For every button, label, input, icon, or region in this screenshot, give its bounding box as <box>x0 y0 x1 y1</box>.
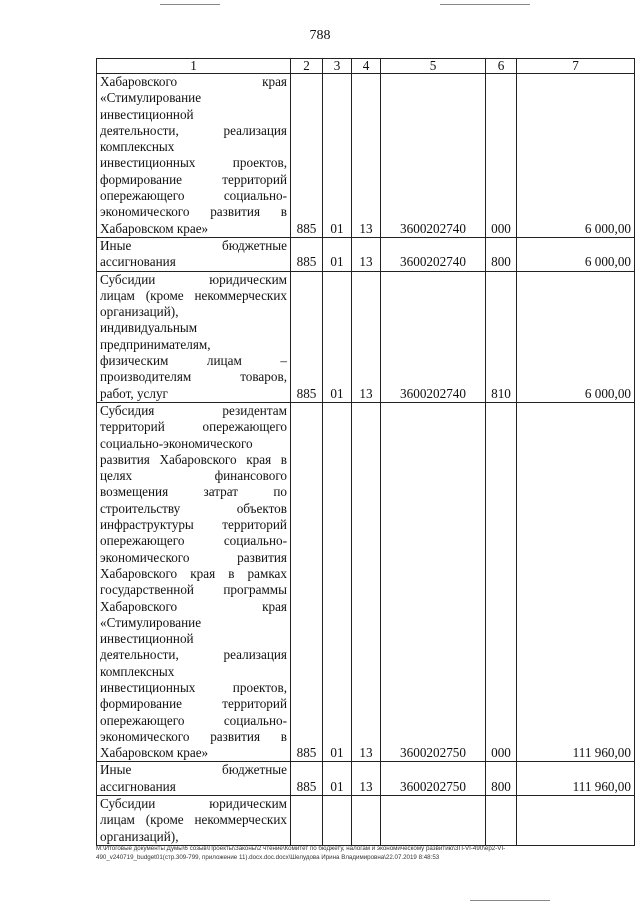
item-name-line: инфраструктуры территорий <box>100 517 287 533</box>
footer-line: M:\Итоговые документы Думы\6 созыв\Проекты\Законы\2 чтение\Комитет по бюджету, налогам и экономическому развитию\3П-VI-490\ер2-VI- <box>96 845 506 852</box>
item-name-line: ассигнования <box>100 778 176 794</box>
subsection-code <box>352 796 381 846</box>
scan-mark <box>440 4 530 5</box>
item-name-line: Субсидии юридическим <box>100 271 287 287</box>
ministry-code: 885 <box>291 74 323 238</box>
expense-type-code: 800 <box>486 762 517 796</box>
item-name-line: Хабаровского края <box>100 598 287 614</box>
document-path-footer <box>96 845 614 862</box>
item-name-line: деятельности, реализация <box>100 122 287 138</box>
amount: 111 960,00 <box>517 402 635 762</box>
item-name-line: целях финансового <box>100 468 287 484</box>
item-name-line: комплексных <box>100 663 175 679</box>
table-row <box>97 74 635 238</box>
item-name-line: инвестиционных проектов, <box>100 155 287 171</box>
target-code: 3600202740 <box>381 271 486 402</box>
item-name-line: экономического развития <box>100 549 287 565</box>
expense-type-code <box>486 796 517 846</box>
item-name-line: организаций), <box>100 828 179 844</box>
amount <box>517 796 635 846</box>
item-name-line: «Стимулирование <box>100 90 202 106</box>
footer-line: 490_v240719_budget01(стр.309-799, приложение 11).docx.doc.docx\Шелудова Ирина Владимировна\22.07.2019 8:48:53 <box>96 853 440 861</box>
scan-mark <box>160 4 220 5</box>
item-name <box>97 237 291 271</box>
item-name <box>97 402 291 762</box>
item-name-line: Субсидия резидентам <box>100 402 287 418</box>
column-header: 7 <box>517 59 635 74</box>
target-code <box>381 796 486 846</box>
item-name-line: формирование территорий <box>100 696 287 712</box>
item-name-line: работ, услуг <box>100 385 168 401</box>
table-row <box>97 402 635 762</box>
item-name-line: инвестиционной <box>100 106 194 122</box>
item-name <box>97 271 291 402</box>
section-code: 01 <box>323 74 352 238</box>
column-header: 2 <box>291 59 323 74</box>
item-name-line: опережающего социально- <box>100 712 287 728</box>
section-code <box>323 796 352 846</box>
target-code: 3600202740 <box>381 237 486 271</box>
item-name-line: Иные бюджетные <box>100 237 287 253</box>
item-name-line: опережающего социально- <box>100 188 287 204</box>
target-code: 3600202750 <box>381 762 486 796</box>
budget-table <box>96 58 635 846</box>
table-row <box>97 271 635 402</box>
item-name-line: физическим лицам – <box>100 353 287 369</box>
item-name-line: «Стимулирование <box>100 614 202 630</box>
subsection-code: 13 <box>352 74 381 238</box>
item-name <box>97 796 291 846</box>
column-header: 6 <box>486 59 517 74</box>
ministry-code: 885 <box>291 237 323 271</box>
amount: 6 000,00 <box>517 237 635 271</box>
amount: 111 960,00 <box>517 762 635 796</box>
item-name-line: комплексных <box>100 139 175 155</box>
item-name-line: Иные бюджетные <box>100 762 287 778</box>
item-name-line: лицам (кроме некоммерческих <box>100 287 287 303</box>
item-name-line: Субсидии юридическим <box>100 796 287 812</box>
expense-type-code: 810 <box>486 271 517 402</box>
expense-type-code: 000 <box>486 402 517 762</box>
item-name-line: Хабаровского края <box>100 74 287 89</box>
expense-type-code: 000 <box>486 74 517 238</box>
item-name-line: предпринимателям, <box>100 336 211 352</box>
item-name <box>97 74 291 238</box>
subsection-code: 13 <box>352 237 381 271</box>
amount: 6 000,00 <box>517 271 635 402</box>
target-code: 3600202740 <box>381 74 486 238</box>
table-header-row <box>97 59 635 74</box>
ministry-code <box>291 796 323 846</box>
item-name-line: Хабаровском крае» <box>100 745 209 761</box>
subsection-code: 13 <box>352 762 381 796</box>
table-row <box>97 796 635 846</box>
subsection-code: 13 <box>352 402 381 762</box>
ministry-code: 885 <box>291 762 323 796</box>
item-name <box>97 762 291 796</box>
page-number: 788 <box>309 28 331 43</box>
item-name-line: деятельности, реализация <box>100 647 287 663</box>
section-code: 01 <box>323 237 352 271</box>
item-name-line: государственной программы <box>100 582 287 598</box>
expense-type-code: 800 <box>486 237 517 271</box>
item-name-line: индивидуальным <box>100 320 198 336</box>
scan-mark <box>470 900 550 901</box>
item-name-line: производителям товаров, <box>100 369 287 385</box>
item-name-line: инвестиционной <box>100 631 194 647</box>
ministry-code: 885 <box>291 271 323 402</box>
section-code: 01 <box>323 271 352 402</box>
ministry-code: 885 <box>291 402 323 762</box>
section-code: 01 <box>323 402 352 762</box>
item-name-line: экономического развития в <box>100 204 287 220</box>
item-name-line: Хабаровском крае» <box>100 220 209 236</box>
item-name-line: формирование территорий <box>100 171 287 187</box>
column-header: 4 <box>352 59 381 74</box>
item-name-line: территорий опережающего <box>100 419 287 435</box>
item-name-line: строительству объектов <box>100 500 287 516</box>
item-name-line: возмещения затрат по <box>100 484 287 500</box>
item-name-line: опережающего социально- <box>100 533 287 549</box>
item-name-line: развития Хабаровского края в <box>100 451 287 467</box>
column-header: 5 <box>381 59 486 74</box>
item-name-line: социально-экономического <box>100 435 253 451</box>
table-row <box>97 237 635 271</box>
item-name-line: инвестиционных проектов, <box>100 679 287 695</box>
table-row <box>97 762 635 796</box>
column-header: 3 <box>323 59 352 74</box>
section-code: 01 <box>323 762 352 796</box>
column-header: 1 <box>97 59 291 74</box>
target-code: 3600202750 <box>381 402 486 762</box>
subsection-code: 13 <box>352 271 381 402</box>
amount: 6 000,00 <box>517 74 635 238</box>
item-name-line: Хабаровского края в рамках <box>100 565 287 581</box>
item-name-line: ассигнования <box>100 254 176 270</box>
item-name-line: лицам (кроме некоммерческих <box>100 812 287 828</box>
item-name-line: экономического развития в <box>100 728 287 744</box>
item-name-line: организаций), <box>100 304 179 320</box>
